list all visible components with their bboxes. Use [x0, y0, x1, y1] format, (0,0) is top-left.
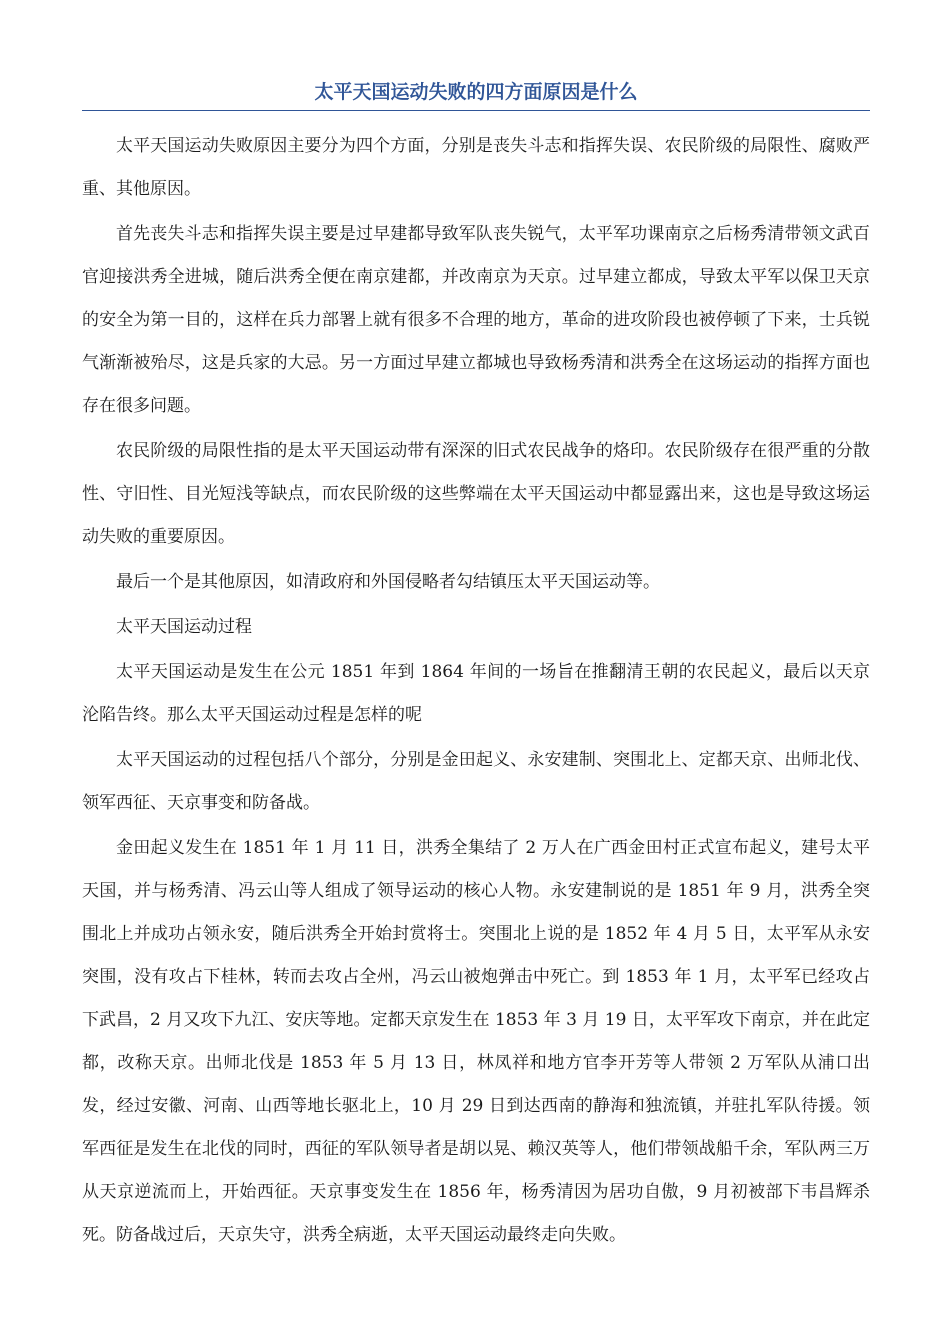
paragraph-morale-command: 首先丧失斗志和指挥失误主要是过早建都导致军队丧失锐气，太平军功课南京之后杨秀清带领文武百官迎接洪秀全进城，随后洪秀全便在南京建都，并改南京为天京。过早建立都成，导致太平军以保卫天京的安全为第一目的，这样在兵力部署上就有很多不合理的地方，革命的进攻阶段也被停顿了下来，士兵锐气渐渐被殆尽，这是兵家的大忌。另一方面过早建立都城也导致杨秀清和洪秀全在这场运动的指挥方面也存在很多问题。	[82, 224, 870, 416]
paragraph-peasant-limitations: 农民阶级的局限性指的是太平天国运动带有深深的旧式农民战争的烙印。农民阶级存在很严重的分散性、守旧性、目光短浅等缺点，而农民阶级的这些弊端在太平天国运动中都显露出来，这也是导致这场运动失败的重要原因。	[82, 441, 870, 547]
section-heading-process: 太平天国运动过程	[116, 617, 252, 637]
document-body	[82, 125, 870, 1257]
document-page	[82, 78, 870, 1259]
paragraph-process-parts: 太平天国运动的过程包括八个部分，分别是金田起义、永安建制、突围北上、定都天京、出师北伐、领军西征、天京事变和防备战。	[82, 750, 870, 813]
paragraph-process-overview: 太平天国运动是发生在公元 1851 年到 1864 年间的一场旨在推翻清王朝的农民起义，最后以天京沦陷告终。那么太平天国运动过程是怎样的呢	[82, 662, 870, 725]
paragraph-other-reasons: 最后一个是其他原因，如清政府和外国侵略者勾结镇压太平天国运动等。	[116, 572, 660, 592]
paragraph-intro: 太平天国运动失败原因主要分为四个方面，分别是丧失斗志和指挥失误、农民阶级的局限性、腐败严重、其他原因。	[82, 136, 870, 199]
document-title: 太平天国运动失败的四方面原因是什么	[82, 78, 870, 111]
paragraph-process-details: 金田起义发生在 1851 年 1 月 11 日，洪秀全集结了 2 万人在广西金田村正式宣布起义，建号太平天国，并与杨秀清、冯云山等人组成了领导运动的核心人物。永安建制说的是 1851 年 9 月，洪秀全突围北上并成功占领永安，随后洪秀全开始封赏将士。突围北上说的是 1852 年 4 月 5 日，太平军从永安突围，没有攻占下桂林，转而去攻占全州，冯云山被炮弹击中死亡。到 1853 年 1 月，太平军已经攻占下武昌，2 月又攻下九江、安庆等地。定都天京发生在 1853 年 3 月 19 日，太平军攻下南京，并在此定都，改称天京。出师北伐是 1853 年 5 月 13 日，林凤祥和地方官李开芳等人带领 2 万军队从浦口出发，经过安徽、河南、山西等地长驱北上，10 月 29 日到达西南的静海和独流镇，并驻扎军队待援。领军西征是发生在北伐的同时，西征的军队领导者是胡以晃、赖汉英等人，他们带领战船千余，军队两三万从天京逆流而上，开始西征。天京事变发生在 1856 年，杨秀清因为居功自傲，9 月初被部下韦昌辉杀死。防备战过后，天京失守，洪秀全病逝，太平天国运动最终走向失败。	[82, 838, 870, 1245]
